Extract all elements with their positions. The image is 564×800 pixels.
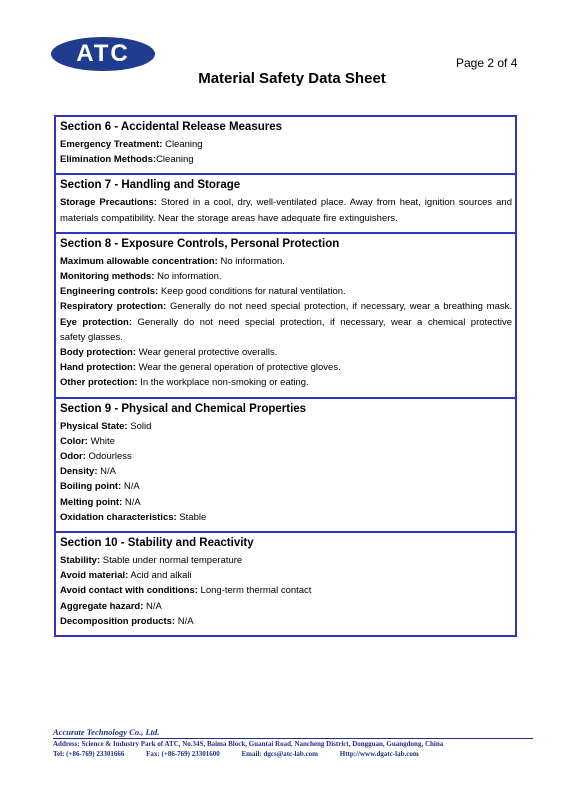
field-value: Generally do not need special protection, if necessary, wear a chemical protective	[132, 316, 512, 328]
field-line	[60, 614, 512, 629]
field-line	[60, 419, 512, 434]
field-value: safety glasses.	[60, 331, 123, 343]
field-label: Boiling point:	[60, 481, 122, 493]
page-number: Page 2 of 4	[456, 56, 518, 70]
field-value: Solid	[127, 420, 152, 432]
footer-http: Http://www.dgatc-lab.com	[339, 750, 419, 758]
field-value: Stable	[176, 511, 207, 523]
field-line	[60, 137, 512, 152]
footer-fax: Fax: (+86-769) 23301600	[146, 750, 220, 758]
field-line	[60, 211, 512, 226]
field-line	[60, 254, 512, 269]
section-7	[56, 173, 515, 231]
field-line	[60, 375, 512, 390]
field-value: White	[87, 435, 115, 447]
field-label: Aggregate hazard:	[60, 600, 144, 612]
field-label: Elimination Methods:	[60, 154, 157, 166]
footer-tel: Tel: (+86-769) 23301666	[53, 750, 125, 758]
field-line	[60, 568, 512, 583]
field-value: Stored in a cool, dry, well-ventilated place. Away from heat, ignition sources and	[156, 197, 512, 209]
field-label: Odor:	[60, 451, 86, 463]
field-value: Wear the general operation of protective gloves.	[136, 362, 341, 374]
field-label: Emergency Treatment:	[60, 139, 163, 150]
section-8	[56, 232, 515, 397]
field-label: Avoid material:	[60, 570, 129, 582]
field-label: Avoid contact with conditions:	[60, 585, 198, 597]
field-label: Monitoring methods:	[60, 271, 155, 283]
field-value: No information.	[217, 255, 285, 267]
field-value: Long-term thermal contact	[197, 585, 312, 597]
field-value: Wear general protective overalls.	[136, 347, 278, 359]
field-label: Respiratory protection:	[60, 301, 167, 313]
field-label: Melting point:	[60, 496, 123, 508]
field-value: Cleaning	[162, 139, 203, 150]
field-line	[60, 434, 512, 449]
field-label: Color:	[60, 435, 88, 447]
field-line	[60, 449, 512, 464]
field-value: N/A	[121, 481, 140, 493]
section-heading: Section 9 - Physical and Chemical Properties	[60, 402, 307, 415]
field-label: Other protection:	[60, 377, 138, 389]
footer-company: Accurate Technology Co., Ltd.	[53, 727, 533, 739]
field-value: Cleaning	[156, 154, 194, 166]
field-line	[60, 152, 512, 167]
footer-contact	[53, 749, 533, 759]
field-value: N/A	[143, 600, 162, 612]
field-label: Oxidation characteristics:	[60, 511, 177, 523]
field-value: N/A	[175, 615, 194, 627]
field-line	[60, 345, 512, 360]
field-line	[60, 195, 512, 210]
field-value: Stable under normal temperature	[100, 555, 243, 567]
field-value: Acid and alkali	[128, 570, 192, 582]
field-line	[60, 553, 512, 568]
field-label: Body protection:	[60, 347, 136, 359]
page-footer	[53, 727, 533, 759]
field-line	[60, 599, 512, 614]
section-6	[56, 117, 515, 173]
field-value: Odourless	[85, 451, 132, 463]
field-value: Keep good conditions for natural ventilation.	[158, 286, 346, 298]
logo-text: ATC	[76, 40, 130, 67]
field-line	[60, 479, 512, 494]
field-value: In the workplace non-smoking or eating.	[137, 377, 309, 389]
field-label: Storage Precautions:	[60, 197, 157, 209]
document-title: Material Safety Data Sheet	[198, 70, 386, 87]
field-label: Physical State:	[60, 420, 128, 432]
field-line	[60, 269, 512, 284]
field-line	[60, 510, 512, 525]
section-9	[56, 397, 515, 531]
section-heading: Section 10 - Stability and Reactivity	[60, 537, 254, 550]
field-label: Maximum allowable concentration:	[60, 255, 218, 267]
field-value: N/A	[122, 496, 141, 508]
footer-address: Address: Science & Industry Park of ATC, No.34S, Baima Block, Guantai Road, Nancheng District, Dongguan, Guangdong, China	[53, 740, 444, 748]
field-line	[60, 284, 512, 299]
field-line	[60, 299, 512, 314]
field-line	[60, 583, 512, 598]
section-heading: Section 6 - Accidental Release Measures	[60, 121, 283, 133]
footer-email: Email: dgcs@atc-lab.com	[241, 750, 319, 758]
field-value: No information.	[154, 271, 222, 283]
field-label: Stability:	[60, 555, 101, 567]
section-10	[56, 531, 515, 635]
field-line	[60, 495, 512, 510]
field-line	[60, 464, 512, 479]
field-value: Generally do not need special protection, if necessary, wear a breathing mask.	[166, 301, 512, 313]
company-logo	[51, 37, 155, 71]
field-label: Engineering controls:	[60, 286, 159, 298]
field-label: Hand protection:	[60, 362, 136, 374]
field-value: N/A	[97, 466, 116, 478]
msds-sections	[54, 115, 517, 637]
field-label: Density:	[60, 466, 98, 478]
field-value: materials compatibility. Near the storage areas have adequate fire extinguishers.	[60, 212, 398, 224]
field-label: Eye protection:	[60, 316, 133, 328]
section-heading: Section 8 - Exposure Controls, Personal Protection	[60, 237, 340, 250]
section-heading: Section 7 - Handling and Storage	[60, 179, 241, 192]
field-line	[60, 315, 512, 330]
field-line	[60, 360, 512, 375]
field-label: Decomposition products:	[60, 615, 176, 627]
field-line	[60, 330, 512, 345]
